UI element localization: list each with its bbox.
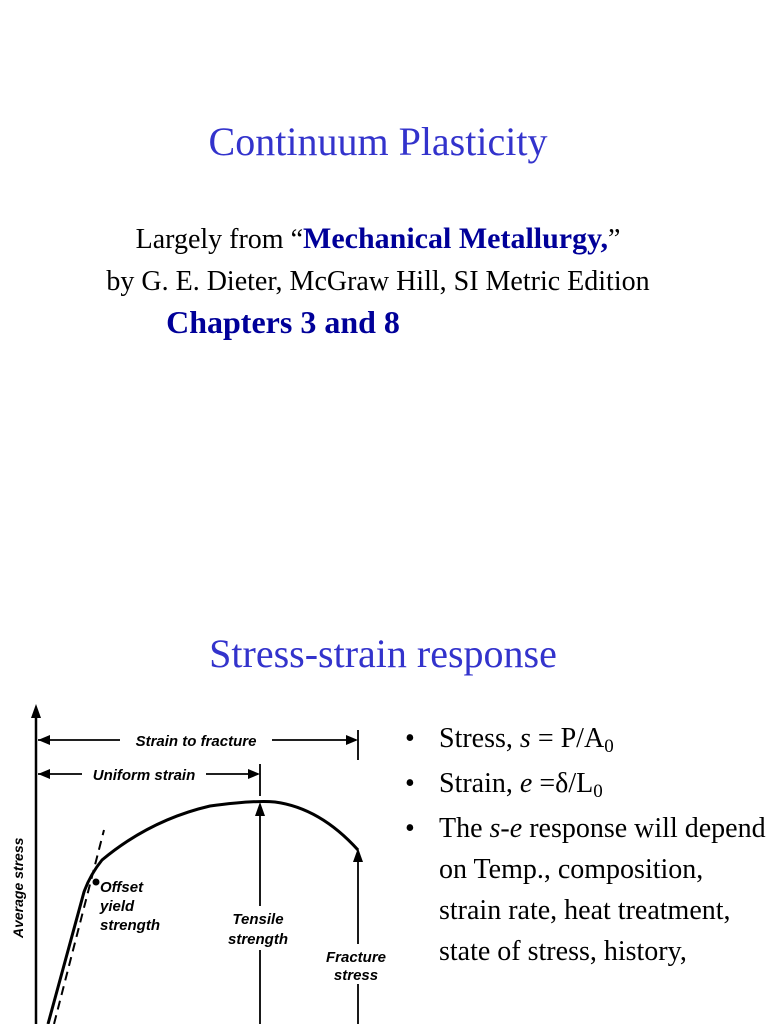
tensile-label-line-1: Tensile <box>232 911 284 928</box>
bullet-dot: • <box>405 768 415 799</box>
stress-symbol: s <box>519 723 531 754</box>
uniform-strain-label: Uniform strain <box>92 767 196 784</box>
stress-label: Stress, <box>439 723 520 754</box>
tensile-strength-arrowhead <box>255 802 265 816</box>
strain-subscript: 0 <box>593 781 603 802</box>
offset-yield-label-line-2: yield <box>100 898 135 915</box>
bullet-dot: • <box>405 813 415 844</box>
bullet-dot: • <box>405 723 415 754</box>
slide-title: Continuum Plasticity <box>208 119 548 164</box>
stress-subscript: 0 <box>604 736 614 757</box>
credit-close-quote: ” <box>607 224 621 255</box>
book-title: Mechanical Metallurgy, <box>303 222 608 255</box>
credit-line-2: by G. E. Dieter, McGraw Hill, SI Metric Edition <box>106 266 650 297</box>
y-axis-arrowhead <box>31 704 41 718</box>
stress-strain-curve <box>48 802 358 1024</box>
fracture-label-line-1: Fracture <box>325 949 387 966</box>
dependence-the: The <box>439 813 490 844</box>
bullet-stress <box>405 718 768 759</box>
offset-yield-label-line-1: Offset <box>100 879 144 896</box>
strain-symbol: e <box>519 768 533 799</box>
bullet-dependence <box>405 808 768 972</box>
strain-to-fracture-label: Strain to fracture <box>135 733 257 750</box>
dependence-text: response will depend on Temp., composition, strain rate, heat treatment, state of stress, history, <box>439 813 766 967</box>
credit-prefix: Largely from “ <box>135 224 304 255</box>
offset-line <box>54 830 104 1024</box>
fracture-label-line-2: stress <box>333 967 379 984</box>
stress-strain-diagram <box>0 700 400 1024</box>
definition-bullets <box>405 718 768 976</box>
strain-to-fracture-arrow-right <box>346 735 358 745</box>
strain-to-fracture-arrow-left <box>38 735 50 745</box>
stress-equation: = P/A <box>530 723 605 754</box>
tensile-label-line-2: strength <box>228 931 288 948</box>
source-credit <box>0 218 756 303</box>
offset-yield-label-line-3: strength <box>100 917 160 934</box>
uniform-strain-arrow-left <box>38 769 50 779</box>
chapters-reference: Chapters 3 and 8 <box>166 304 400 340</box>
dependence-symbol: s-e <box>489 813 523 844</box>
strain-equation: =δ/L <box>532 768 594 799</box>
strain-label: Strain, <box>439 768 520 799</box>
slide-title-stress-strain: Stress-strain response <box>209 631 557 676</box>
uniform-strain-arrow-right <box>248 769 260 779</box>
bullet-strain <box>405 763 768 804</box>
y-axis-label: Average stress <box>10 837 26 938</box>
credit-line-1 <box>0 218 756 261</box>
offset-yield-point <box>93 879 100 886</box>
fracture-stress-arrowhead <box>353 848 363 862</box>
